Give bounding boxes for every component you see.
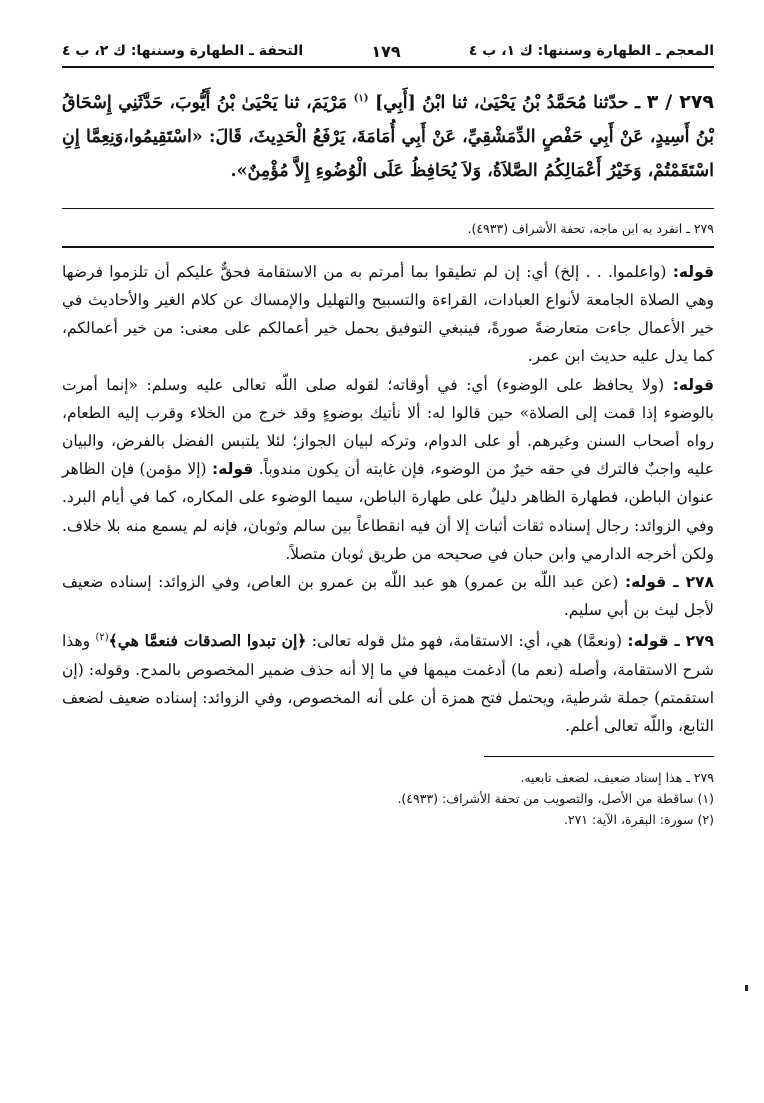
commentary-text: (عن عبد اللّه بن عمرو) هو عبد اللّه بن عمرو بن العاص، وفي الزوائد: إسناده ضعيف لأجل ليث بن أبي سليم. xyxy=(62,573,714,620)
hadith-text-part1: ـ حدّثنا مُحَمَّدُ بْنُ يَحْيَىٰ، ثنا ابْنُ [أَبِي] xyxy=(374,92,641,113)
divider xyxy=(62,208,714,209)
qawluh-label: قوله: xyxy=(672,262,714,281)
commentary-paragraph xyxy=(62,258,714,371)
commentary-paragraph xyxy=(62,371,714,568)
footnotes xyxy=(62,767,714,830)
commentary-text: (إلا مؤمن) فإن الظاهر عنوان الباطن، فطهارة الظاهر دليلٌ على طهارة الباطن، سيما الوضوء على المكاره، كما في أيام البرد. وفي الزوائد: رجال إسناده ثقات أثبات إلا أن فيه انقطاعاً بين سالم وثوبان، فإنه لم يسمع منه بلا خلاف. ولكن أخرجه الدارمي وابن حبان في صحيحه من طريق ثوبان متصلاً. xyxy=(62,460,714,563)
footnote-ref-1: (١) xyxy=(353,93,369,104)
running-header xyxy=(62,38,714,68)
commentary-paragraph xyxy=(62,624,714,740)
commentary-paragraph xyxy=(62,568,714,624)
footnote: (٢) سورة: البقرة، الآية: ٢٧١. xyxy=(563,812,714,828)
footnote: (١) ساقطة من الأصل، والتصويب من تحفة الأشراف: (٤٩٣٣). xyxy=(397,791,714,807)
hadith-text xyxy=(62,82,714,188)
commentary-text: (واعلموا. . . إلخ) أي: إن لم تطيقوا بما أمرتم به من الاستقامة فحقٌّ عليكم أن تلزموا فرضها وهي الصلاة الجامعة لأنواع العبادات، القراءة والتسبيح والتهليل والإمساك عن كلام الغير والأحاديث في خير الأعمال جاءت متعارضةً صورةً، فينبغي التوفيق بحمل خير أعمالكم على معنى: من خير أعمالكم، كما يدل عليه حديث ابن عمر. xyxy=(62,262,714,366)
commentary-text: (ولا يحافظ على الوضوء) أي: في أوقاته؛ لقوله صلى اللّه تعالى عليه وسلم: «إنما أمرت بالوضوء إذا قمت إلى الصلاة» حين قالوا له: ألا نأتيك بوضوءٍ وقد خرج من الخلاء وقرب إليه الطعام، رواه أصحاب السنن وغيرهم. أو على الدوام، وتركه لبيان الجواز؛ لئلا يلتبس الفضل بالفرض، والبيان عليه واجبٌ فالترك في حقه خيرٌ من الوضوء، فإن غايته أن يكون مندوباً. xyxy=(62,375,715,479)
qawluh-label: ٢٧٨ ـ قوله: xyxy=(624,573,714,592)
commentary-text: (ونعمَّا) هي، أي: الاستقامة، فهو مثل قوله تعالى: xyxy=(311,632,623,651)
hadith-text-part2: مَرْيَمَ، ثنا يَحْيَىٰ بْنُ أَيُّوبَ، حَدَّثَنِي إِسْحَاقُ بْنُ أَسِيدٍ، عَنْ أَبِي حَفْصٍ الدِّمَشْقِيِّ، عَنْ أَبِي أُمَامَةَ، يَرْفَعُ الْحَدِيثَ، قَالَ: «اسْتَقِيمُوا،وَنِعِمَّا إِنِ اسْتَقَمْتُمْ، وَخَيْرُ أَعْمَالِكُمُ الصَّلاَةُ، وَلاَ يُحَافِظُ عَلَى الْوُضُوءِ إِلاَّ مُؤْمِنٌ». xyxy=(62,92,714,181)
qawluh-label: قوله: xyxy=(211,460,254,479)
footnote-separator xyxy=(484,756,714,757)
footnote-ref-2: (٢) xyxy=(95,632,109,644)
book-page xyxy=(62,38,714,830)
qawluh-label: قوله: xyxy=(672,375,714,394)
page-number: ١٧٩ xyxy=(371,41,401,61)
header-left: التحفة ـ الطهارة وسننها: ك ٢، ب ٤ xyxy=(62,43,304,59)
commentary xyxy=(62,258,714,741)
commentary-text: وهذا شرح الاستقامة، وأصله (نعم ما) أدغمت ميمها في ما إلا أنه حذف ضمير المخصوص بالمدح. وقوله: (إن استقمتم) جملة شرطية، ويحتمل فتح همزة أن على أنه المخصوص، وفي الزوائد: إسناده ضعيف لضعف التابع، واللّه تعالى أعلم. xyxy=(62,632,714,736)
takhrij-note: ٢٧٩ ـ انفرد به ابن ماجه، تحفة الأشراف (٤٩٣٣). xyxy=(467,220,714,236)
hadith-number: ٢٧٩ / ٣ xyxy=(646,90,715,113)
footnote: ٢٧٩ ـ هذا إسناد ضعيف، لضعف تابعيه. xyxy=(520,770,714,786)
header-right: المعجم ـ الطهارة وسننها: ك ١، ب ٤ xyxy=(468,43,714,59)
quran-quote: ﴿إن تبدوا الصدقات فنعمَّا هي﴾ xyxy=(108,631,307,651)
scan-mark xyxy=(745,985,748,991)
divider xyxy=(62,246,714,248)
qawluh-label: ٢٧٩ ـ قوله: xyxy=(627,632,715,651)
